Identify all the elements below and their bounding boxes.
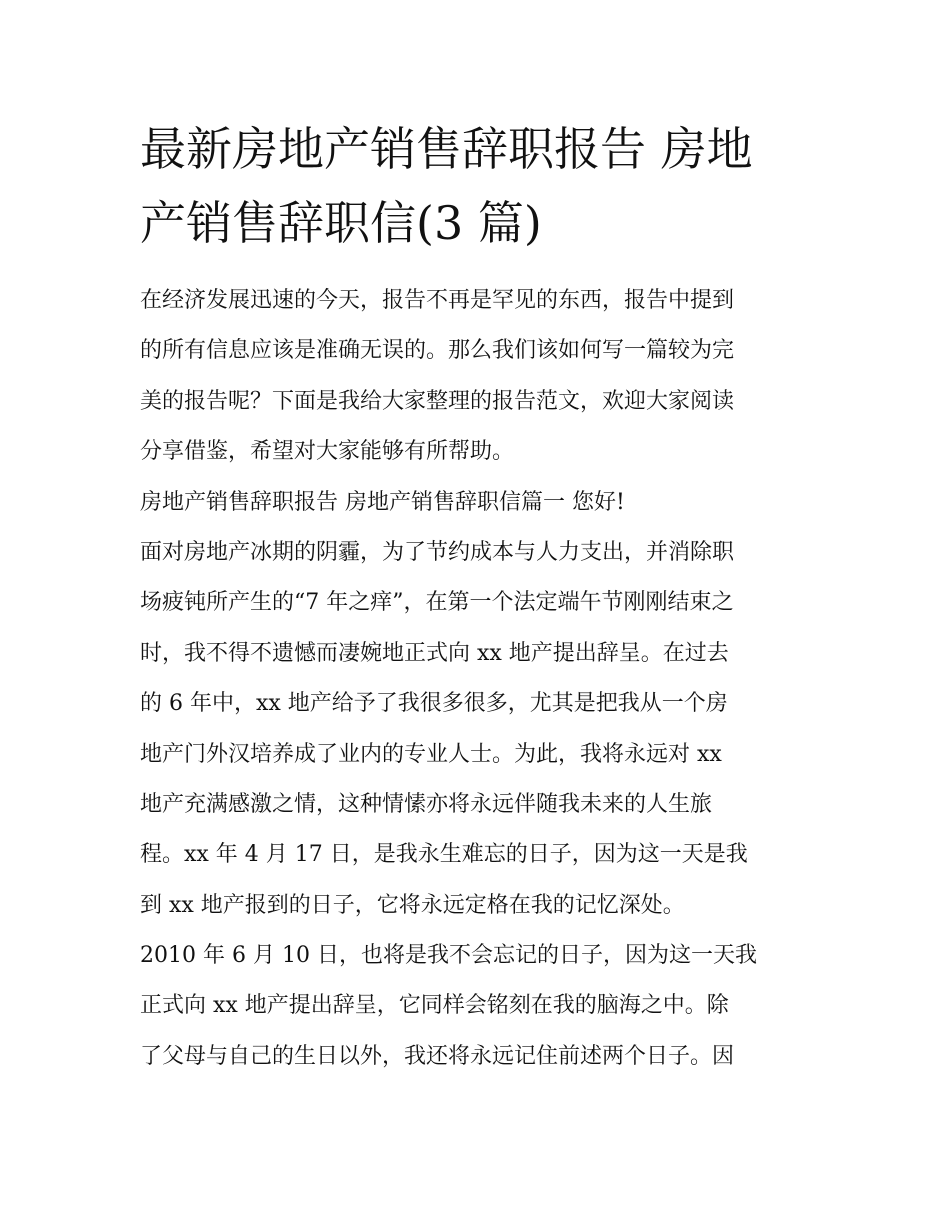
body-line: 在经济发展迅速的今天，报告不再是罕见的东西，报告中提到 — [140, 288, 735, 313]
body-line: 地产门外汉培养成了业内的专业人士。为此，我将永远对 xx — [140, 741, 722, 767]
body-line: 2010 年 6 月 10 日，也将是我不会忘记的日子，因为这一天我 — [140, 943, 757, 969]
body-line: 场疲钝所产生的“7 年之痒”，在第一个法定端午节刚刚结束之 — [140, 590, 734, 616]
body-line: 了父母与自己的生日以外，我还将永远记住前述两个日子。因 — [140, 1043, 735, 1069]
body-line: 程。xx 年 4 月 17 日，是我永生难忘的日子，因为这一天是我 — [140, 842, 748, 868]
body-line: 的所有信息应该是准确无误的。那么我们该如何写一篇较为完 — [140, 338, 735, 364]
document-title — [140, 112, 820, 260]
body-line: 面对房地产冰期的阴霾，为了节约成本与人力支出，并消除职 — [140, 539, 735, 565]
body-line: 分享借鉴，希望对大家能够有所帮助。 — [140, 439, 515, 465]
body-line: 时，我不得不遗憾而凄婉地正式向 xx 地产提出辞呈。在过去 — [140, 640, 729, 666]
section-heading: 房地产销售辞职报告 房地产销售辞职信篇一 您好! — [140, 489, 625, 515]
title-line: 最新房地产销售辞职报告 房地 — [140, 122, 753, 176]
body-line: 的 6 年中，xx 地产给予了我很多很多，尤其是把我从一个房 — [140, 691, 728, 717]
title-line: 产销售辞职信(3 篇) — [140, 196, 542, 250]
body-line: 正式向 xx 地产提出辞呈，它同样会铭刻在我的脑海之中。除 — [140, 993, 729, 1019]
body-line: 到 xx 地产报到的日子，它将永远定格在我的记忆深处。 — [140, 892, 685, 918]
document-body — [140, 276, 820, 1082]
body-line: 地产充满感激之情，这种情愫亦将永远伴随我未来的人生旅 — [140, 791, 713, 817]
body-line: 美的报告呢？下面是我给大家整理的报告范文，欢迎大家阅读 — [140, 388, 735, 414]
